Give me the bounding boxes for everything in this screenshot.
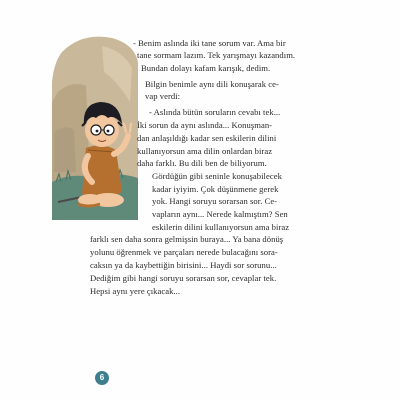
text-line: kadar iyiyim. Çok düşünmene gerek [152,184,279,194]
text-line: - Aslında bütün soruların cevabı tek... [149,107,281,117]
text-line: yolunu öğrenmek ve parçaları nerede bulacağını sora- [90,247,278,257]
text-line: farklı sen daha sonra gelmişsin buraya... Ya bana dönüş [90,234,284,244]
text-line: Hepsi aynı yere çıkacak... [90,286,181,296]
text-line: Bundan dolayı kafam karışık, dedim. [141,63,271,73]
text-line: eskilerin dilini kullanıyorsun ama biraz [152,222,290,232]
text-line: vapların aynı... Nerede kalmıştım? Sen [152,209,288,219]
text-line: Gördüğün gibi seninle konuşabilecek [152,171,282,181]
page-number: 6 [95,371,109,385]
text-line: İki sorun da aynı aslında... Konuşman- [137,120,273,130]
text-line: caksın ya da kaybettiğin birisini... Haydi sor sorunu... [90,260,277,270]
boy-illustration [52,32,138,220]
text-line: Bilgin benimle aynı dili konuşarak ce- [145,79,279,89]
text-line: dan anlaşıldığı kadar sen eskilerin dilini [137,133,277,143]
text-line: kullanıyorsun ama dilin onlardan biraz [137,146,273,156]
text-line: - Benim aslında iki tane sorum var. Ama bir [133,38,286,48]
text-line: yok. Hangi soruyu sorarsan sor. Ce- [152,196,278,206]
text-line: tane sormam lazım. Tek yarışmayı kazandım. [137,50,296,60]
text-line: Dediğim gibi hangi soruyu sorarsan sor, cevaplar tek. [90,273,277,283]
text-line: daha farklı. Bu dili ben de biliyorum. [137,158,267,168]
text-line: vap verdi: [145,91,181,101]
